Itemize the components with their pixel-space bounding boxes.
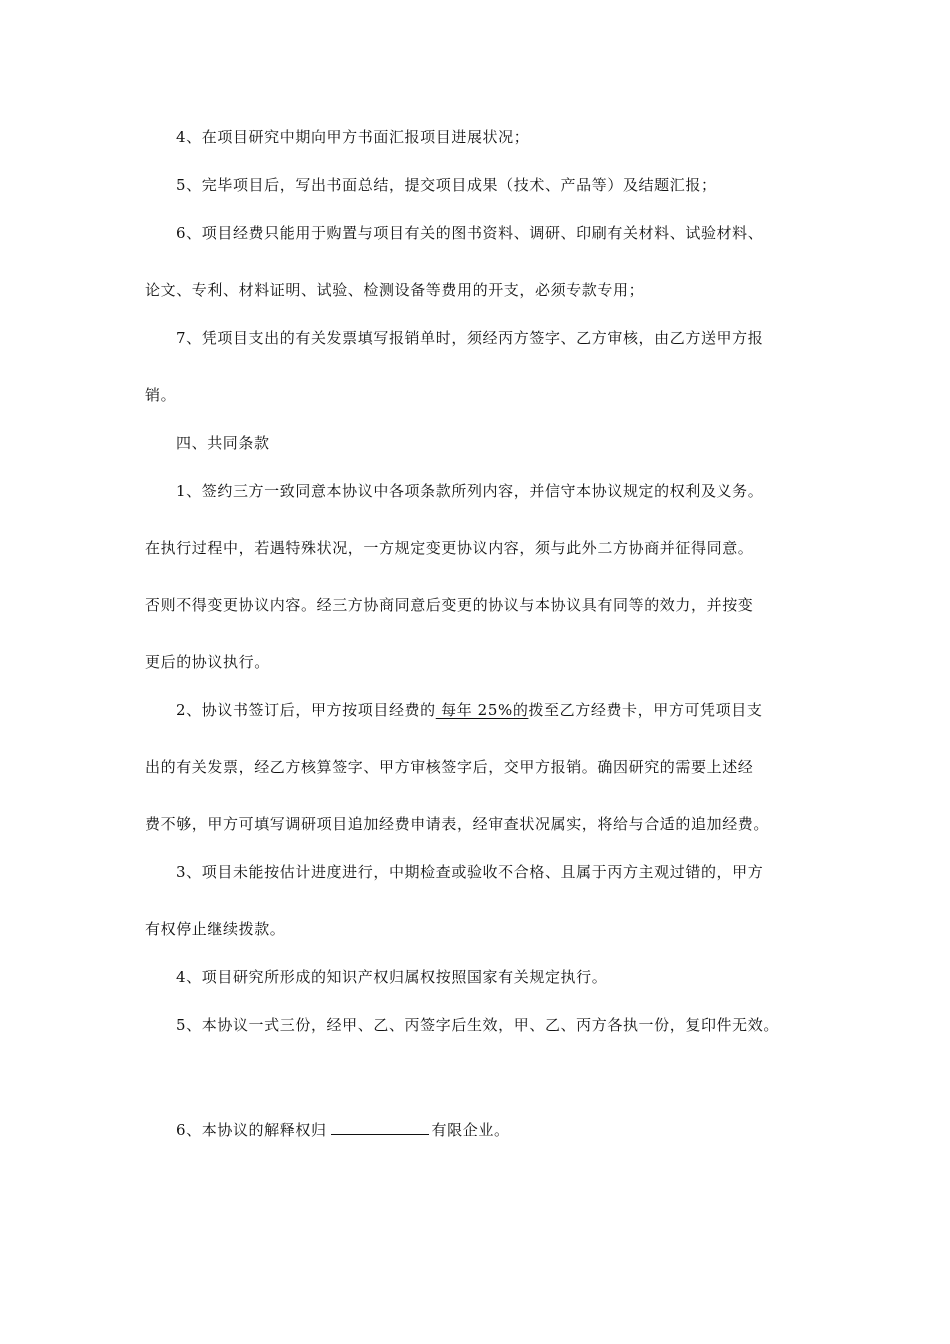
clause-line: 在执行过程中，若遇特殊状况，一方规定变更协议内容，须与此外二方协商并征得同意。 <box>145 539 754 557</box>
clause-line <box>0 1120 950 1140</box>
clause-line: 5、完毕项目后，写出书面总结，提交项目成果（技术、产品等）及结题汇报； <box>176 176 717 194</box>
clause-line: 1、签约三方一致同意本协议中各项条款所列内容，并信守本协议规定的权利及义务。 <box>176 482 764 500</box>
clause-line: 有权停止继续拨款。 <box>145 920 286 938</box>
section-heading: 四、共同条款 <box>176 434 270 452</box>
clause-line: 3、项目未能按估计进度进行，中期检查或验收不合格、且属于丙方主观过错的，甲方 <box>176 863 764 881</box>
clause-text: 有限企业。 <box>431 1121 510 1139</box>
clause-line: 4、项目研究所形成的知识产权归属权按照国家有关规定执行。 <box>176 968 608 986</box>
fill-in-blank[interactable] <box>331 1120 429 1135</box>
clause-line: 6、项目经费只能用于购置与项目有关的图书资料、调研、印刷有关材料、试验材料、 <box>176 224 764 242</box>
clause-line: 出的有关发票，经乙方核算签字、甲方审核签字后，交甲方报销。确因研究的需要上述经 <box>145 758 754 776</box>
clause-text: 6、本协议的解释权归 <box>176 1121 327 1139</box>
clause-line: 更后的协议执行。 <box>145 653 270 671</box>
clause-line: 7、凭项目支出的有关发票填写报销单时，须经丙方签字、乙方审核，由乙方送甲方报 <box>176 329 764 347</box>
clause-line: 费不够，甲方可填写调研项目追加经费申请表，经审查状况属实，将给与合适的追加经费。 <box>145 815 770 833</box>
clause-text: 2、协议书签订后，甲方按项目经费的 <box>176 701 436 719</box>
clause-line: 否则不得变更协议内容。经三方协商同意后变更的协议与本协议具有同等的效力，并按变 <box>145 596 754 614</box>
clause-line: 销。 <box>145 386 177 404</box>
clause-line <box>0 700 950 720</box>
underlined-amount: 每年 25%的 <box>435 701 529 719</box>
clause-line: 论文、专利、材料证明、试验、检测设备等费用的开支，必须专款专用； <box>145 281 645 299</box>
clause-line: 5、本协议一式三份，经甲、乙、丙签字后生效，甲、乙、丙方各执一份，复印件无效。 <box>176 1016 779 1034</box>
clause-line: 4、在项目研究中期向甲方书面汇报项目进展状况； <box>176 128 530 146</box>
clause-text: 拨至乙方经费卡，甲方可凭项目支 <box>528 701 763 719</box>
